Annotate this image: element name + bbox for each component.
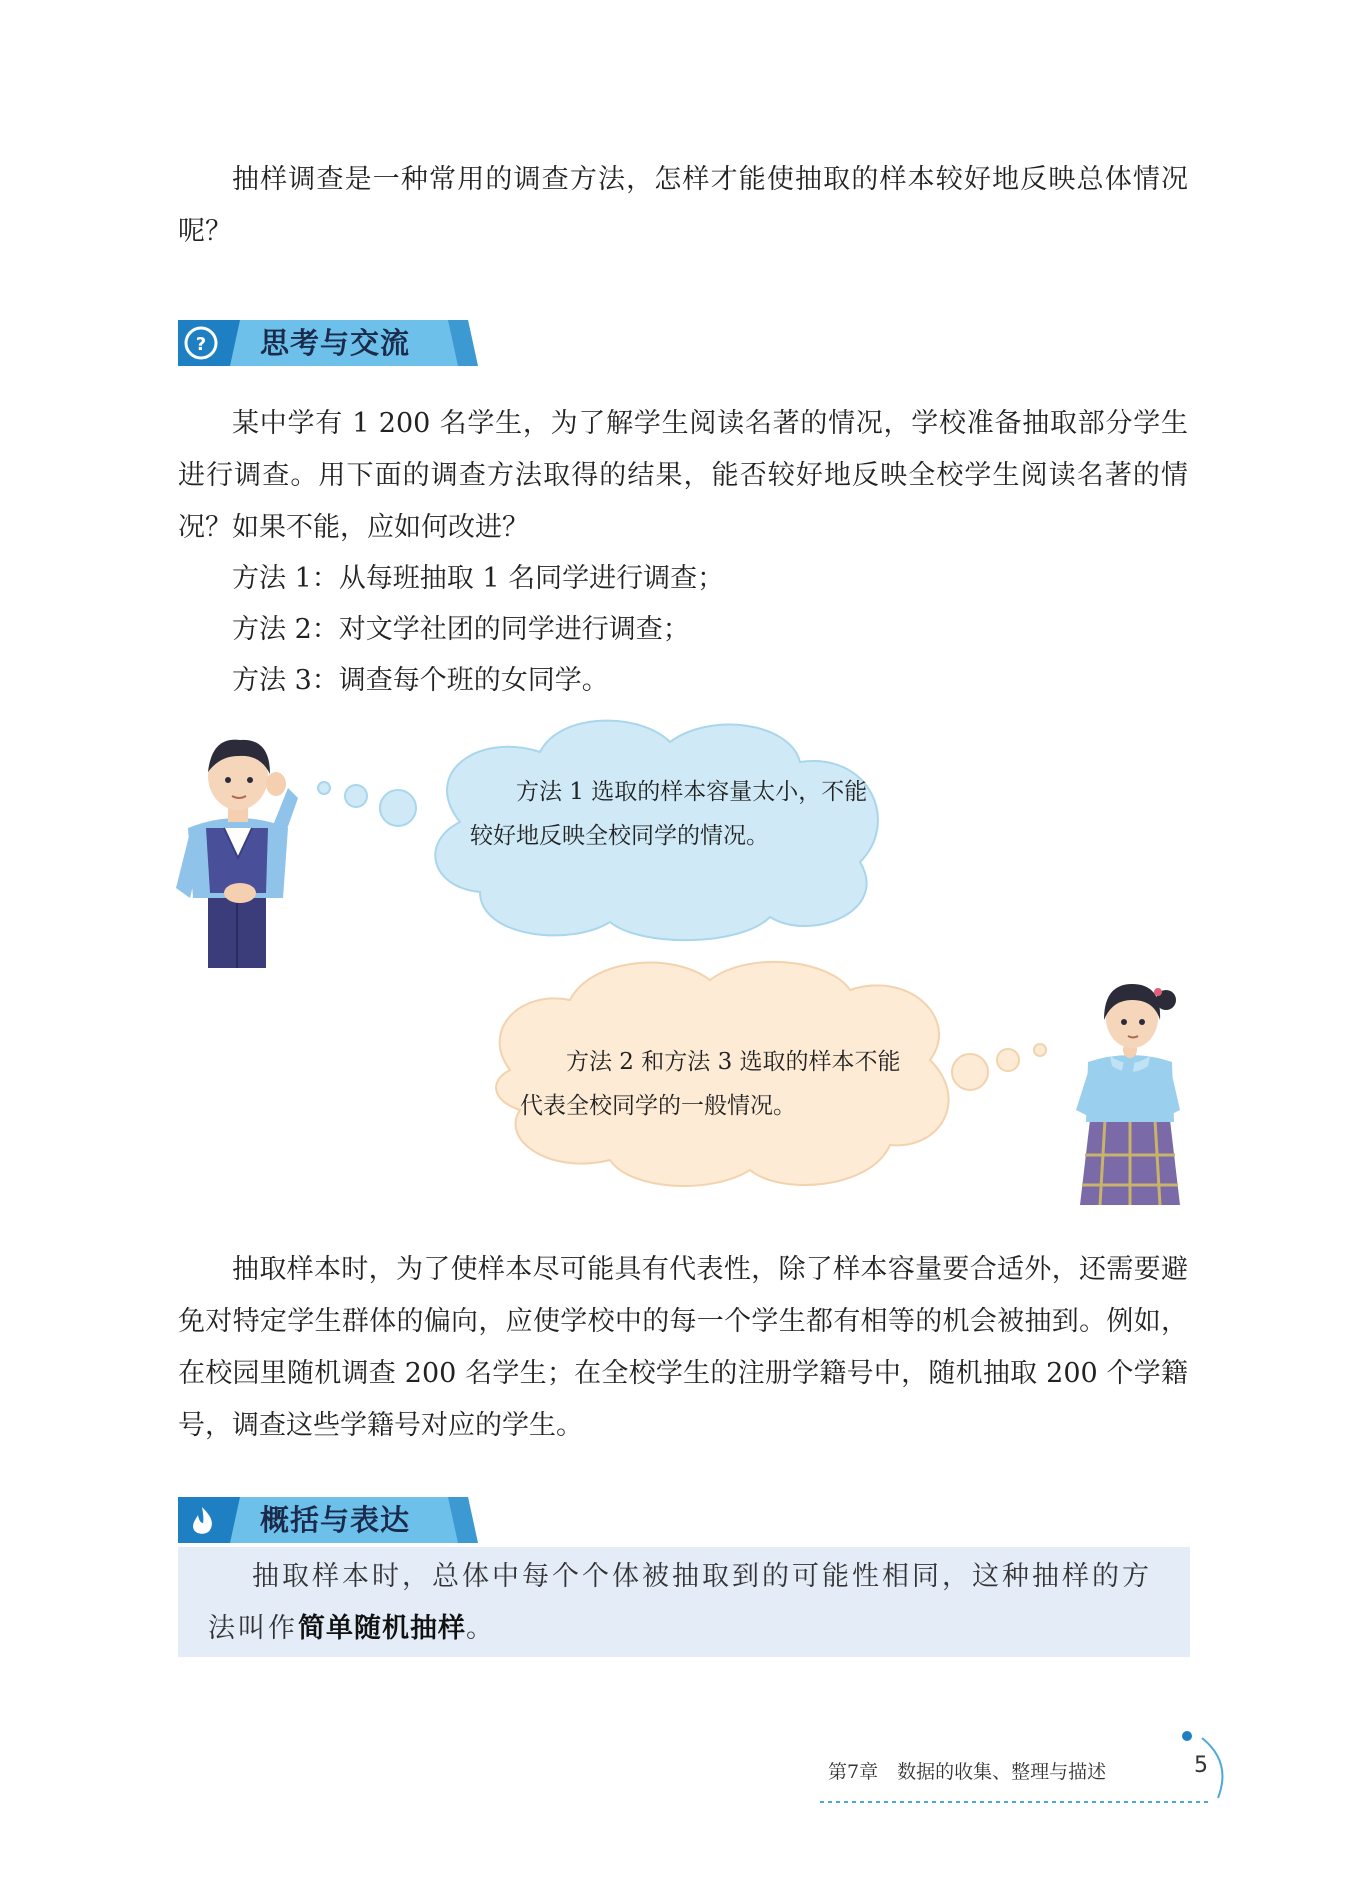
section-title-think: 思考与交流 xyxy=(260,326,411,360)
summary-box xyxy=(178,1547,1190,1657)
summary-text-after: 。 xyxy=(466,1613,496,1644)
page-number: 5 xyxy=(1194,1753,1208,1778)
footer-chapter-title: 第7章 数据的收集、整理与描述 xyxy=(828,1761,1107,1783)
method-3: 方法 3：调查每个班的女同学。 xyxy=(232,665,609,696)
girl-bubble-text: 方法 2 和方法 3 选取的样本不能代表全校同学的一般情况。 xyxy=(520,1049,901,1119)
girl-illustration xyxy=(1070,970,1190,1210)
intro-paragraph: 抽样调查是一种常用的调查方法，怎样才能使抽取的样本较好地反映总体情况呢？ xyxy=(178,164,1188,247)
svg-text:?: ? xyxy=(195,334,207,355)
question-refresh-icon xyxy=(178,320,228,366)
think-body-paragraph: 某中学有 1 200 名学生，为了解学生阅读名著的情况，学校准备抽取部分学生进行调查。用下面的调查方法取得的结果，能否较好地反映全校学生阅读名著的情况？如果不能，应如何改进？ xyxy=(178,408,1188,543)
summary-text xyxy=(208,1551,1168,1655)
section-header-think xyxy=(178,320,478,366)
boy-bubble-text: 方法 1 选取的样本容量太小，不能较好地反映全校同学的情况。 xyxy=(470,779,868,849)
boy-illustration xyxy=(168,728,308,968)
key-term: 简单随机抽样 xyxy=(298,1613,466,1644)
section-title-summary: 概括与表达 xyxy=(260,1503,411,1537)
section-header-summary xyxy=(178,1497,478,1543)
flame-icon xyxy=(178,1497,228,1543)
explanation-paragraph: 抽取样本时，为了使样本尽可能具有代表性，除了样本容量要合适外，还需要避免对特定学生群体的偏向，应使学校中的每一个学生都有相等的机会被抽到。例如，在校园里随机调查 200 名学生；在全校学生的注册学籍号中，随机抽取 200 个学籍号，调查这些学籍号对应的学生。 xyxy=(178,1254,1188,1441)
summary-text-before: 抽取样本时，总体中每个个体被抽取到的可能性相同，这种抽样的方法叫作 xyxy=(208,1561,1152,1644)
method-1: 方法 1：从每班抽取 1 名同学进行调查； xyxy=(232,563,725,594)
method-2: 方法 2：对文学社团的同学进行调查； xyxy=(232,614,690,645)
